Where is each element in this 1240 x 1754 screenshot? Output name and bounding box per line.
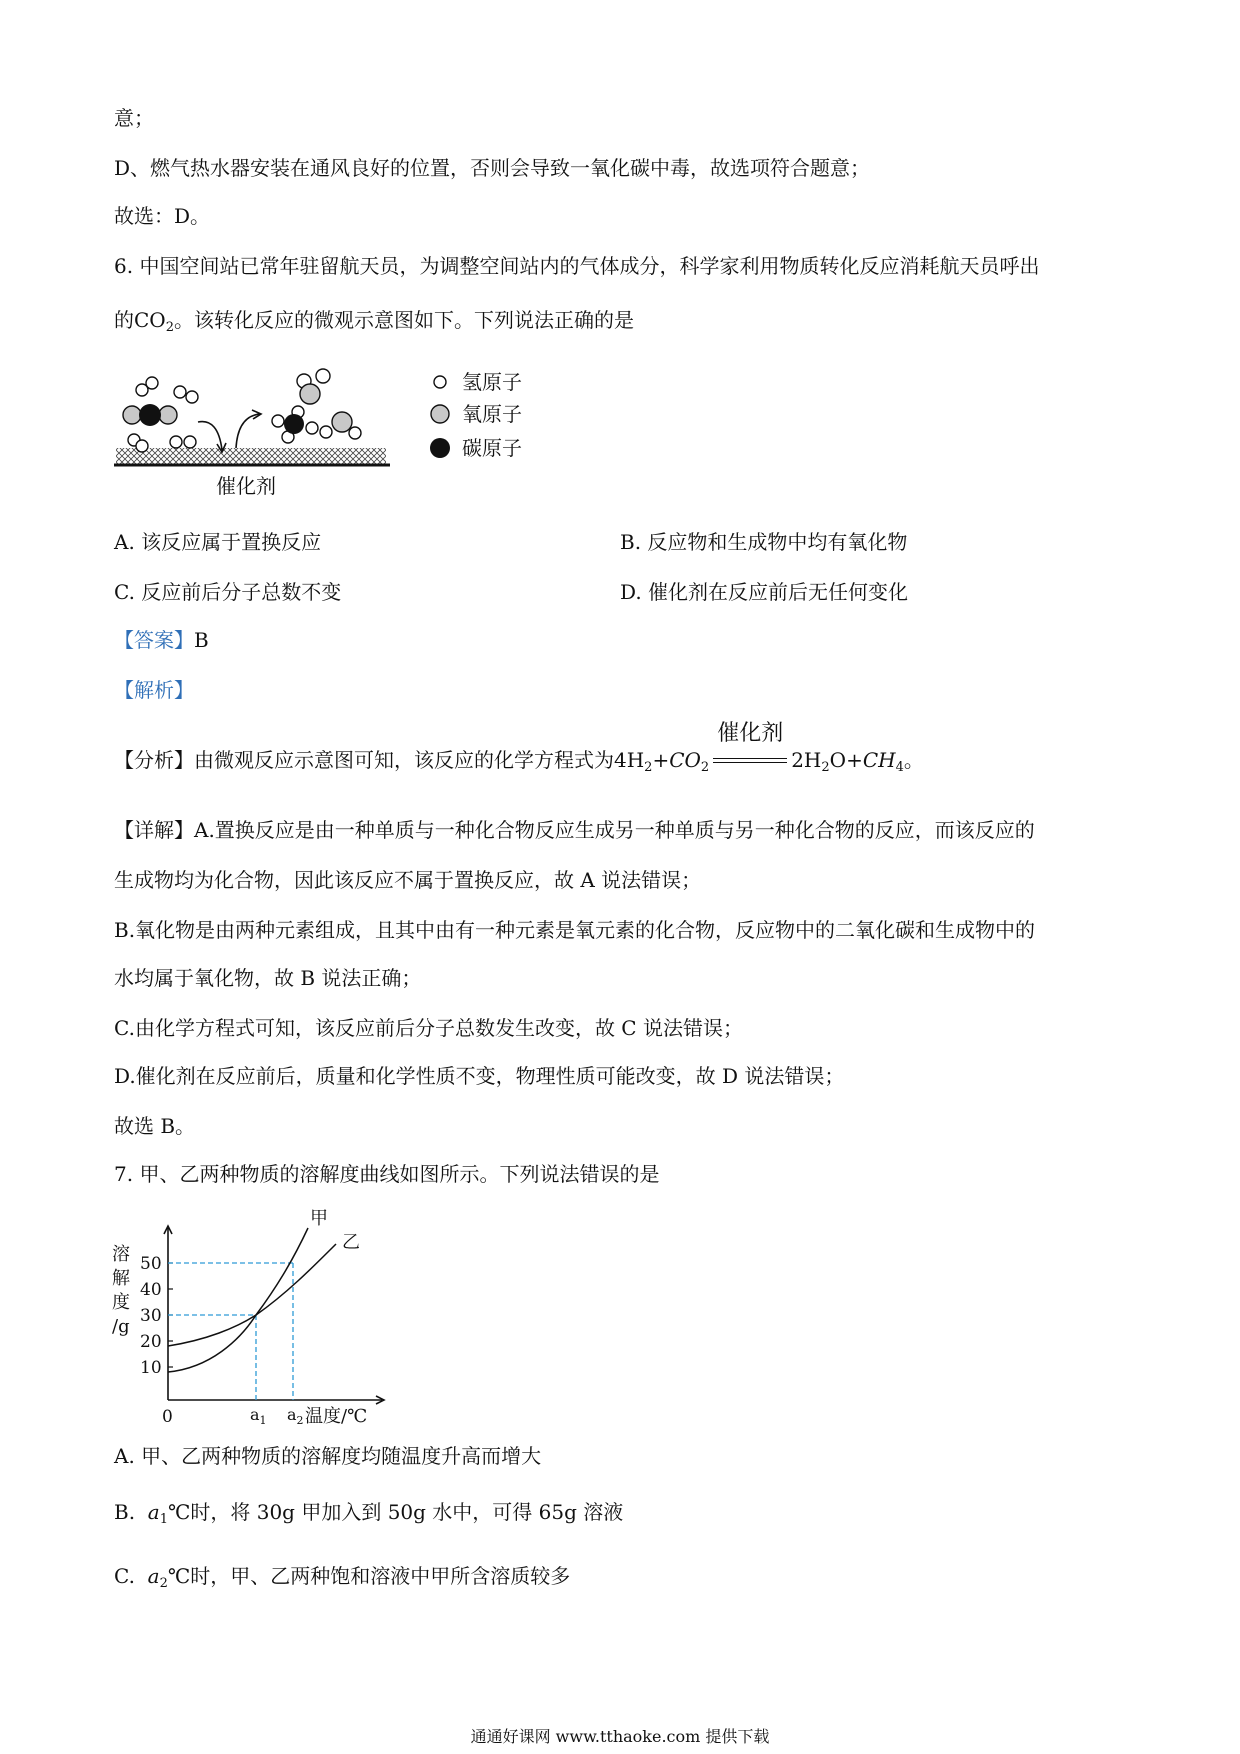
q7-option-a: A. 甲、乙两种物质的溶解度均随温度升高而增大 — [114, 1444, 542, 1468]
catalyst-label: 催化剂 — [216, 474, 276, 498]
y-axis-label: 度 — [112, 1292, 130, 1313]
detail-tag: 【详解】 — [114, 818, 194, 842]
carbon-legend-icon — [430, 438, 450, 458]
q7-option-b: B. $a_1℃$时，将 30g 甲加入到 50g 水中，可得 65g 溶液 — [114, 1500, 624, 1527]
y-axis-label: 解 — [112, 1268, 130, 1289]
legend-label: 氢原子 — [462, 370, 522, 394]
text-line: 水均属于氧化物，故 B 说法正确； — [114, 966, 422, 990]
y-tick-label: 40 — [140, 1280, 162, 1300]
a1-label: $a_1$ — [250, 1405, 267, 1427]
text-line: 意； — [114, 106, 154, 130]
text-line: 生成物均为化合物，因此该反应不属于置换反应，故 A 说法错误； — [114, 868, 702, 892]
analysis-tag: 【解析】 — [114, 678, 194, 702]
text-line: B.氧化物是由两种元素组成，且其中由有一种元素是氧元素的化合物，反应物中的二氧化碳和生成物中的 — [114, 918, 1036, 942]
desorb-arrow — [236, 414, 260, 448]
y-tick-label: 30 — [140, 1306, 162, 1326]
x-axis-label: 温度/℃ — [305, 1406, 368, 1427]
text-line: C.由化学方程式可知，该反应前后分子总数发生改变，故 C 说法错误； — [114, 1016, 743, 1040]
reaction-diagram — [110, 360, 550, 510]
y-axis-label: 溶 — [112, 1244, 130, 1265]
fenxi-line — [114, 721, 924, 780]
oxygen-legend-icon — [431, 405, 449, 423]
question-6-stem-2 — [114, 308, 634, 340]
question-6-stem: 6. 中国空间站已常年驻留航天员，为调整空间站内的气体成分，科学家利用物质转化反应消耗航天员呼出 — [114, 254, 1040, 278]
detail-line — [114, 818, 1035, 842]
hydrogen-legend-icon — [434, 376, 446, 388]
stem-text: 。该转化反应的微观示意图如下。下列说法正确的是 — [173, 308, 634, 332]
text-line: D.催化剂在反应前后，质量和化学性质不变，物理性质可能改变，故 D 说法错误； — [114, 1064, 845, 1088]
reaction-condition: 催化剂 — [717, 721, 784, 746]
curve-jia-label: 甲 — [310, 1208, 328, 1229]
answer-tag: 【答案】 — [114, 628, 194, 652]
page-footer: 通通好课网 www.tthaoke.com 提供下载 — [470, 1727, 770, 1746]
text-line: 故选：D。 — [114, 204, 211, 228]
fenxi-text: 由微观反应示意图可知，该反应的化学方程式为 — [194, 748, 614, 772]
fenxi-tag: 【分析】 — [114, 748, 194, 772]
answer-value: B — [194, 628, 209, 652]
stem-text: 的 — [114, 308, 134, 332]
answer-line — [114, 628, 209, 652]
legend-label: 碳原子 — [462, 436, 522, 460]
option-a: A. 该反应属于置换反应 — [114, 530, 322, 554]
a2-label: $a_2$ — [287, 1405, 304, 1427]
curve-yi — [168, 1244, 336, 1346]
catalyst-surface — [116, 448, 386, 464]
chemical-equation: $4H_2+CO_2$ 催化剂 $2H_2O+CH_4$。 — [614, 721, 924, 775]
y-tick-label: 10 — [140, 1358, 162, 1378]
origin-label: 0 — [162, 1407, 173, 1427]
text-line: 故选 B。 — [114, 1114, 196, 1138]
option-d: D. 催化剂在反应前后无任何变化 — [620, 580, 909, 604]
question-7-stem: 7. 甲、乙两种物质的溶解度曲线如图所示。下列说法错误的是 — [114, 1162, 660, 1186]
curve-yi-label: 乙 — [342, 1232, 360, 1253]
y-tick-label: 50 — [140, 1254, 162, 1274]
y-tick-label: 20 — [140, 1332, 162, 1352]
option-c: C. 反应前后分子总数不变 — [114, 580, 342, 604]
y-axis-label: /g — [112, 1316, 130, 1337]
legend-label: 氧原子 — [462, 402, 522, 426]
curve-jia — [168, 1228, 308, 1372]
q7-option-c: C. $a_2℃$时，甲、乙两种饱和溶液中甲所含溶质较多 — [114, 1564, 571, 1591]
solubility-graph — [110, 1200, 410, 1430]
text-line: D、燃气热水器安装在通风良好的位置，否则会导致一氧化碳中毒，故选项符合题意； — [114, 156, 871, 180]
detail-text: A.置换反应是由一种单质与一种化合物反应生成另一种单质与另一种化合物的反应，而该反应的 — [194, 818, 1035, 842]
option-b: B. 反应物和生成物中均有氧化物 — [620, 530, 908, 554]
co2-formula: $CO_2$ — [134, 308, 174, 335]
